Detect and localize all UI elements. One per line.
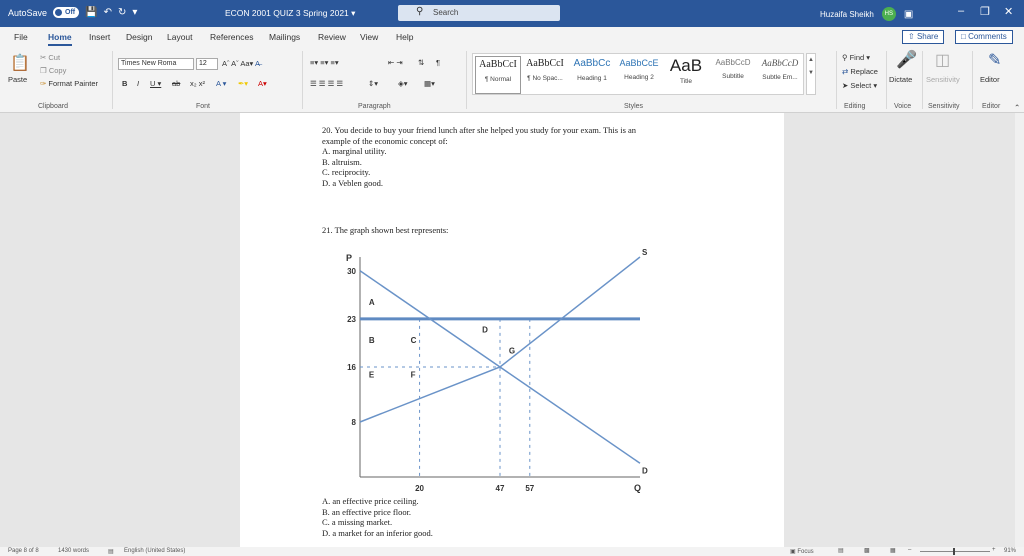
bullets-icon[interactable]: ≡▾ ≡▾ ≡▾ [310,58,339,67]
proofing-icon[interactable]: ▤ [108,549,114,555]
save-icon[interactable]: 💾 [85,7,98,18]
find-button[interactable]: ⚲ Find ▾ [842,53,871,62]
font-color-icon[interactable]: A▾ [258,79,267,88]
font-name-field[interactable]: Times New Roma [118,58,194,70]
cursor-icon: ➤ [842,81,849,90]
indent-icon[interactable]: ⇤ ⇥ [388,58,403,67]
q21-option-c: C. a missing market. [322,517,393,527]
highlight-icon[interactable]: ✒▾ [238,79,249,88]
zoom-level[interactable]: 91% [1004,548,1017,554]
strikethrough-icon[interactable]: ab [172,79,181,88]
styles-more-icon[interactable]: ▲ ▼ [806,53,816,95]
tab-layout[interactable]: Layout [167,32,193,42]
x-tick-label: 57 [525,484,535,493]
region-label-a: A [368,298,375,308]
word-count[interactable]: 1430 words [58,548,90,554]
language-indicator[interactable]: English (United States) [124,548,186,554]
style-heading-1[interactable]: AaBbCc Heading 1 [573,58,611,82]
tab-home[interactable]: Home [48,32,72,46]
region-label-d: D [482,325,488,335]
ribbon-tabs [0,27,1024,47]
sort-icon[interactable]: ⇅ [418,58,425,67]
avatar[interactable]: HS [882,7,896,21]
y-tick-label: 23 [347,314,356,324]
text-effects-icon[interactable]: A ▾ [216,79,227,88]
read-mode-icon[interactable]: ▤ [838,548,844,554]
autosave-toggle[interactable]: Off [53,7,79,18]
paste-button[interactable]: Paste [8,75,28,84]
style-subtitle[interactable]: AaBbCcD Subtitle [715,58,751,80]
voice-group-label: Voice [894,103,912,110]
comments-button[interactable]: □ Comments [955,30,1013,44]
region-label-c: C [410,335,417,345]
page-count[interactable]: Page 8 of 8 [8,548,39,554]
y-tick-label: 8 [351,418,356,427]
style-no-spacing[interactable]: AaBbCcI ¶ No Spac... [526,58,564,82]
format-painter-button[interactable]: ✑ Format Painter [40,79,98,88]
editor-icon: ✎ [988,52,1002,69]
tab-file[interactable]: File [14,32,28,42]
styles-group-label: Styles [624,103,644,110]
user-name[interactable]: Huzaifa Sheikh [820,9,874,19]
question-20-stem-cont: example of the economic concept of: [322,135,448,146]
styles-gallery [472,53,804,95]
supply-demand-graph [330,245,650,495]
microphone-icon[interactable]: 🎤 [896,50,918,69]
question-20 [322,125,636,188]
q20-option-c: C. reciprocity. [322,167,371,177]
replace-button[interactable]: ⇄ Replace [842,67,878,76]
align-icon[interactable]: ☰ ☰ ☰ ☰ [310,79,344,88]
undo-icon[interactable]: ↶ [103,7,112,18]
vertical-scrollbar[interactable] [1015,113,1024,547]
italic-icon[interactable]: I [137,79,140,88]
document-title: ECON 2001 QUIZ 3 Spring 2021 ▾ [225,8,356,18]
select-button[interactable]: ➤ Select ▾ [842,81,878,90]
redo-icon[interactable]: ↻ [117,7,127,18]
paragraph-group-label: Paragraph [358,103,391,110]
sensitivity-group-label: Sensitivity [928,103,960,110]
title-bar [0,0,1024,27]
focus-button[interactable]: ▣ Focus [790,549,814,555]
pilcrow-icon[interactable]: ¶ [436,58,441,67]
sensitivity-icon: ◫ [935,52,951,69]
sensitivity-button[interactable]: Sensitivity [926,75,960,84]
y-tick-label: 30 [347,266,356,276]
zoom-slider[interactable] [920,551,990,552]
style-title[interactable]: AaB Title [669,56,703,85]
font-group-label: Font [196,103,211,110]
q21-option-d: D. a market for an inferior good. [322,527,433,538]
tab-mailings[interactable]: Mailings [269,32,301,42]
region-label-f: F [410,370,416,380]
y-tick-label: 16 [347,363,356,372]
paste-icon[interactable]: 📋 [10,55,30,72]
customize-qat-icon[interactable]: ▾ [132,7,138,18]
tab-help[interactable]: Help [396,32,414,42]
style-heading-2[interactable]: AaBbCcE Heading 2 [619,58,659,81]
replace-icon: ⇄ [842,67,849,76]
underline-icon[interactable]: U ▾ [150,79,162,88]
tab-view[interactable]: View [360,32,379,42]
close-icon[interactable]: ✕ [1004,6,1014,18]
question-21-stem: 21. The graph shown best represents: [322,225,449,235]
question-21-options [322,496,433,538]
ribbon [0,47,1024,113]
x-tick-label: 47 [495,484,505,493]
copy-button[interactable]: ❐ Copy [40,66,67,75]
y-axis-label: P [346,253,353,263]
q20-option-d: D. a Veblen good. [322,177,383,188]
grow-font-icon[interactable]: Aˆ Aˇ Aa▾ A̶ [222,59,260,68]
document-page[interactable] [240,113,784,547]
region-label-g: G [508,346,516,356]
q21-option-a: A. an effective price ceiling. [322,496,419,506]
q21-option-b: B. an effective price floor. [322,506,412,517]
borders-icon[interactable]: ▦▾ [424,79,435,88]
zoom-in-icon[interactable]: + [992,547,996,553]
x-axis-label: Q [634,483,642,493]
dictate-button[interactable]: Dictate [889,75,913,84]
find-icon: ⚲ [842,53,848,62]
search-input[interactable]: ⚲ Search [398,5,560,21]
autosave-label: AutoSave [8,7,48,18]
collapse-ribbon-icon[interactable]: ⌃ [1014,103,1021,112]
search-icon: ⚲ [416,6,424,17]
ribbon-display-icon[interactable]: ▣ [903,8,914,20]
x-tick-label: 20 [415,484,425,493]
tab-references[interactable]: References [210,32,254,42]
q20-option-a: A. marginal utility. [322,146,387,156]
brush-icon: ✑ [40,79,47,88]
zoom-out-icon[interactable]: – [908,547,912,553]
status-bar [0,547,1024,556]
minimize-icon[interactable]: – [958,5,965,17]
curve-label-s: S [642,248,648,257]
subscript-icon[interactable]: x₂ x² [190,79,205,88]
style-normal[interactable]: AaBbCcI ¶ Normal [475,56,521,94]
region-label-b: B [368,335,375,345]
shading-icon[interactable]: ◈▾ [398,79,408,88]
tab-design[interactable]: Design [126,32,153,42]
editing-group-label: Editing [844,103,866,110]
clipboard-group-label: Clipboard [38,103,68,110]
editor-group-label: Editor [982,103,1001,110]
question-20-stem: 20. You decide to buy your friend lunch after she helped you study for your exam. This is an [322,125,637,135]
region-label-e: E [368,370,375,380]
restore-icon[interactable]: ❐ [980,6,990,18]
curve-label-d: D [642,466,648,476]
q20-option-b: B. altruism. [322,156,362,167]
share-button[interactable]: ⇧ Share [902,30,944,44]
quick-access-toolbar [8,7,137,18]
tab-review[interactable]: Review [318,32,346,42]
zoom-slider-thumb[interactable] [953,548,955,555]
style-subtle-emphasis[interactable]: AaBbCcD Subtle Em... [761,58,799,81]
bold-icon[interactable]: B [122,79,128,88]
print-layout-icon[interactable]: ▩ [864,548,870,554]
tab-insert[interactable]: Insert [89,32,111,42]
web-layout-icon[interactable]: ▦ [890,548,896,554]
line-spacing-icon[interactable]: ⇕▾ [368,79,379,88]
editor-button[interactable]: Editor [980,75,1000,84]
cut-button[interactable]: ✂ Cut [40,53,61,62]
font-size-field[interactable]: 12 [196,58,218,70]
